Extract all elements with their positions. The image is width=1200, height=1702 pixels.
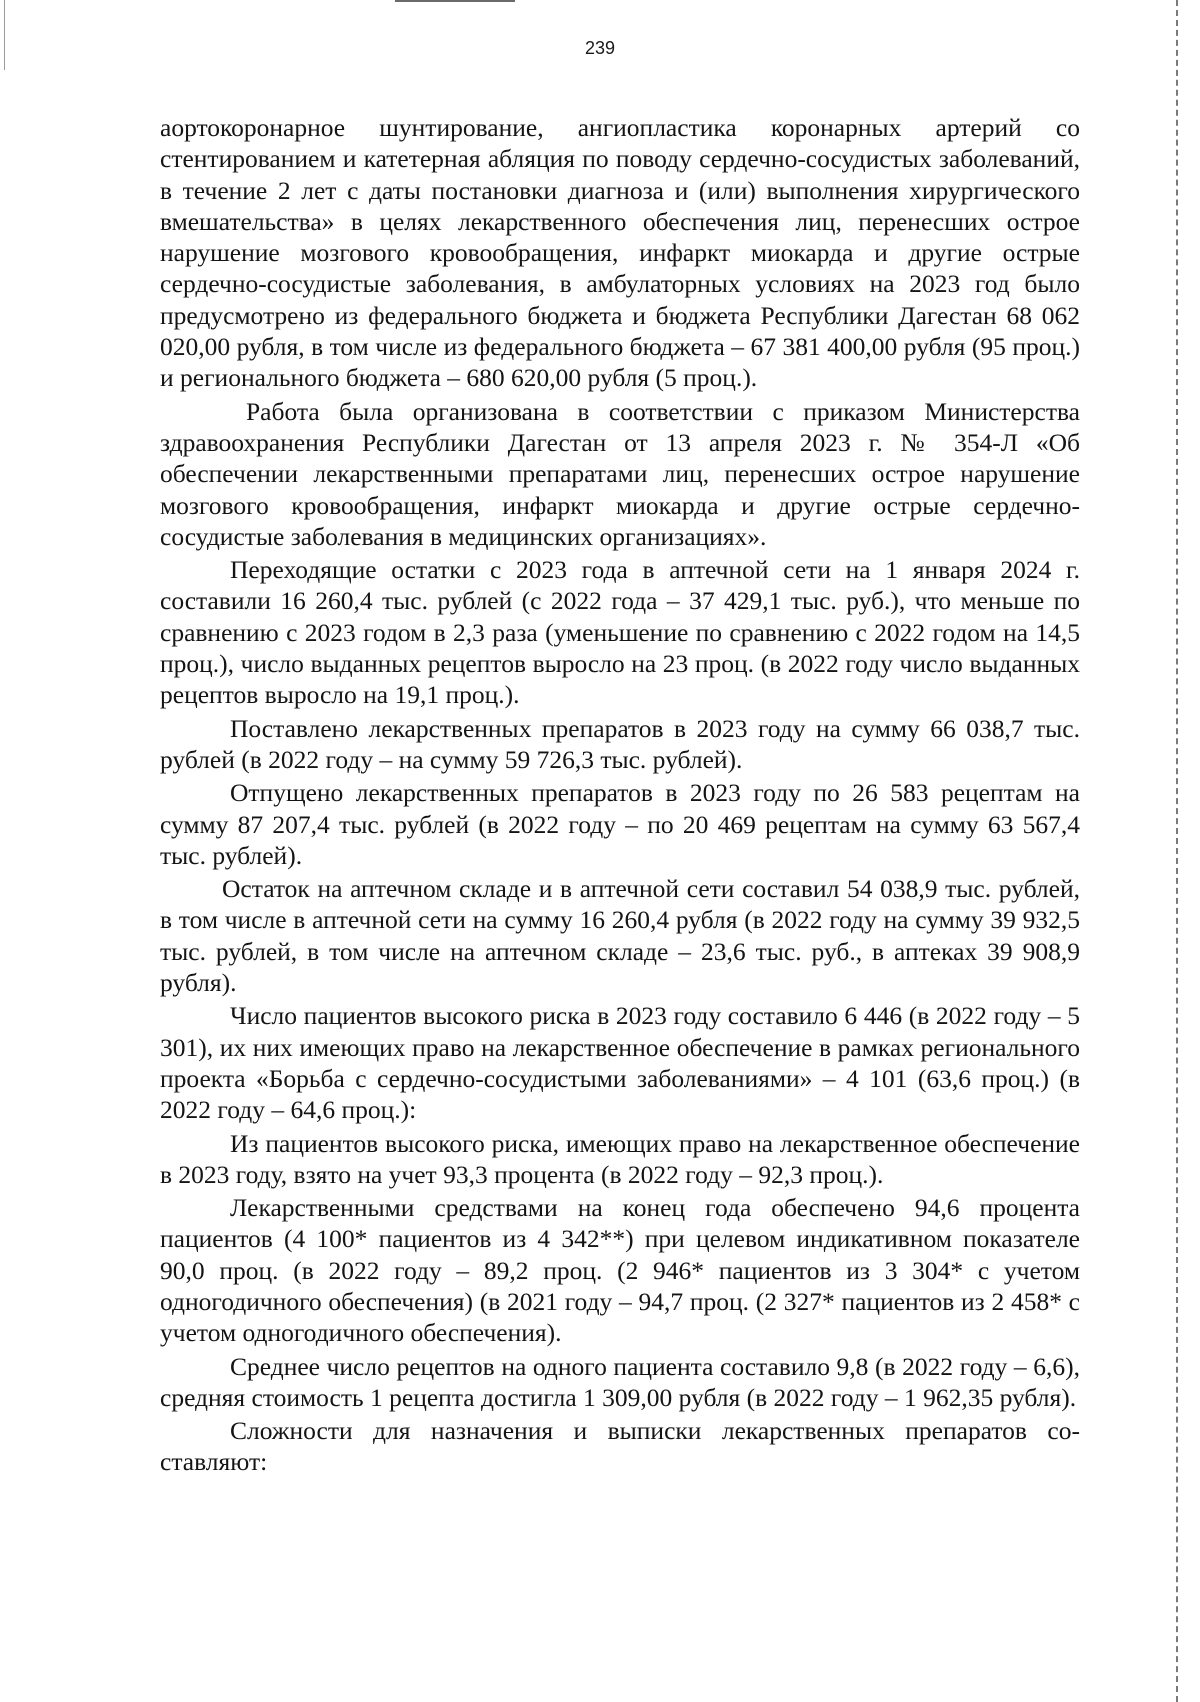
page-number: 239 — [584, 38, 616, 58]
paragraph-3: Переходящие остатки с 2023 года в аптечной сети на 1 января 2024 г. составили 16 260,4 тыс. рублей (с 2022 года – 37 429,1 тыс. руб.), что меньше по сравнению с 2023 годом в 2,3 раза (уменьшение по сравнению с 2022 годом на 14,5 проц.), число выданных рецептов выросло на 23 проц. (в 2022 году число выданных рецептов выросло на 19,1 проц.). — [160, 555, 1080, 710]
scan-edge-left — [4, 0, 5, 70]
paragraph-6: Остаток на аптечном складе и в аптечной сети составил 54 038,9 тыс. рублей, в том числе в аптечной сети на сумму 16 260,4 рубля (в 2022 году на сумму 39 932,5 тыс. рублей, в том числе на аптечном складе – 23,6 тыс. руб., в аптеках 39 908,9 рубля). — [160, 874, 1080, 998]
document-body — [160, 112, 1080, 1480]
scan-edge-top — [395, 0, 515, 2]
paragraph-2: Работа была организована в соответствии с приказом Министерства здравоохранения Республики Дагестан от 13 апреля 2023 г. № 354-Л «Об обеспечении лекарственными препаратами лиц, перенесших острое нарушение мозгового кровообращения, инфаркт миокарда и другие острые сердечно-сосудистые заболевания в медицинских организациях». — [160, 396, 1080, 551]
paragraph-10: Среднее число рецептов на одного пациента составило 9,8 (в 2022 году – 6,6), средняя стоимость 1 рецепта достигла 1 309,00 рубля (в 2022 году – 1 962,35 рубля). — [160, 1351, 1080, 1412]
paragraph-1: аортокоронарное шунтирование, ангиопластика коронарных артерий со стентированием и катетерная абляция по поводу сердечно-сосудистых заболеваний, в течение 2 лет с даты постановки диагноза и (или) выполнения хирургического вмешательства» в целях лекарственного обеспечения лиц, перенесших острое нарушение мозгового кровообращения, инфаркт миокарда и другие острые сердечно-сосудистые заболевания, в амбулаторных условиях на 2023 год было предусмотрено из федерального бюджета и бюджета Республики Дагестан 68 062 020,00 рубля, в том числе из федерального бюджета – 67 381 400,00 рубля (95 проц.) и регионального бюджета – 680 620,00 рубля (5 проц.). — [160, 113, 1080, 393]
paragraph-8: Из пациентов высокого риска, имеющих право на лекарственное обеспечение в 2023 году, взято на учет 93,3 процента (в 2022 году – 92,3 проц.). — [160, 1128, 1080, 1189]
paragraph-7: Число пациентов высокого риска в 2023 году составило 6 446 (в 2022 году – 5 301), их них имеющих право на лекарственное обеспечение в рамках регионального проекта «Борьба с сердечно-сосудистыми заболеваниями» – 4 101 (63,6 проц.) (в 2022 году – 64,6 проц.): — [160, 1001, 1080, 1125]
paragraph-9: Лекарственными средствами на конец года обеспечено 94,6 процента пациентов (4 100* пациентов из 4 342**) при целевом индикативном показателе 90,0 проц. (в 2022 году – 89,2 проц. (2 946* пациентов из 3 304* с учетом одногодичного обеспечения) (в 2021 году – 94,7 проц. (2 327* пациентов из 2 458* с учетом одногодичного обеспечения). — [160, 1193, 1080, 1348]
paragraph-5: Отпущено лекарственных препаратов в 2023 году по 26 583 рецептам на сумму 87 207,4 тыс. рублей (в 2022 году – по 20 469 рецептам на сумму 63 567,4 тыс. рублей). — [160, 778, 1080, 870]
scan-edge-right — [1176, 0, 1178, 1702]
paragraph-4: Поставлено лекарственных препаратов в 2023 году на сумму 66 038,7 тыс. рублей (в 2022 году – на сумму 59 726,3 тыс. рублей). — [160, 713, 1080, 774]
paragraph-11: Сложности для назначения и выписки лекарственных препаратов составляют: — [160, 1416, 1080, 1477]
